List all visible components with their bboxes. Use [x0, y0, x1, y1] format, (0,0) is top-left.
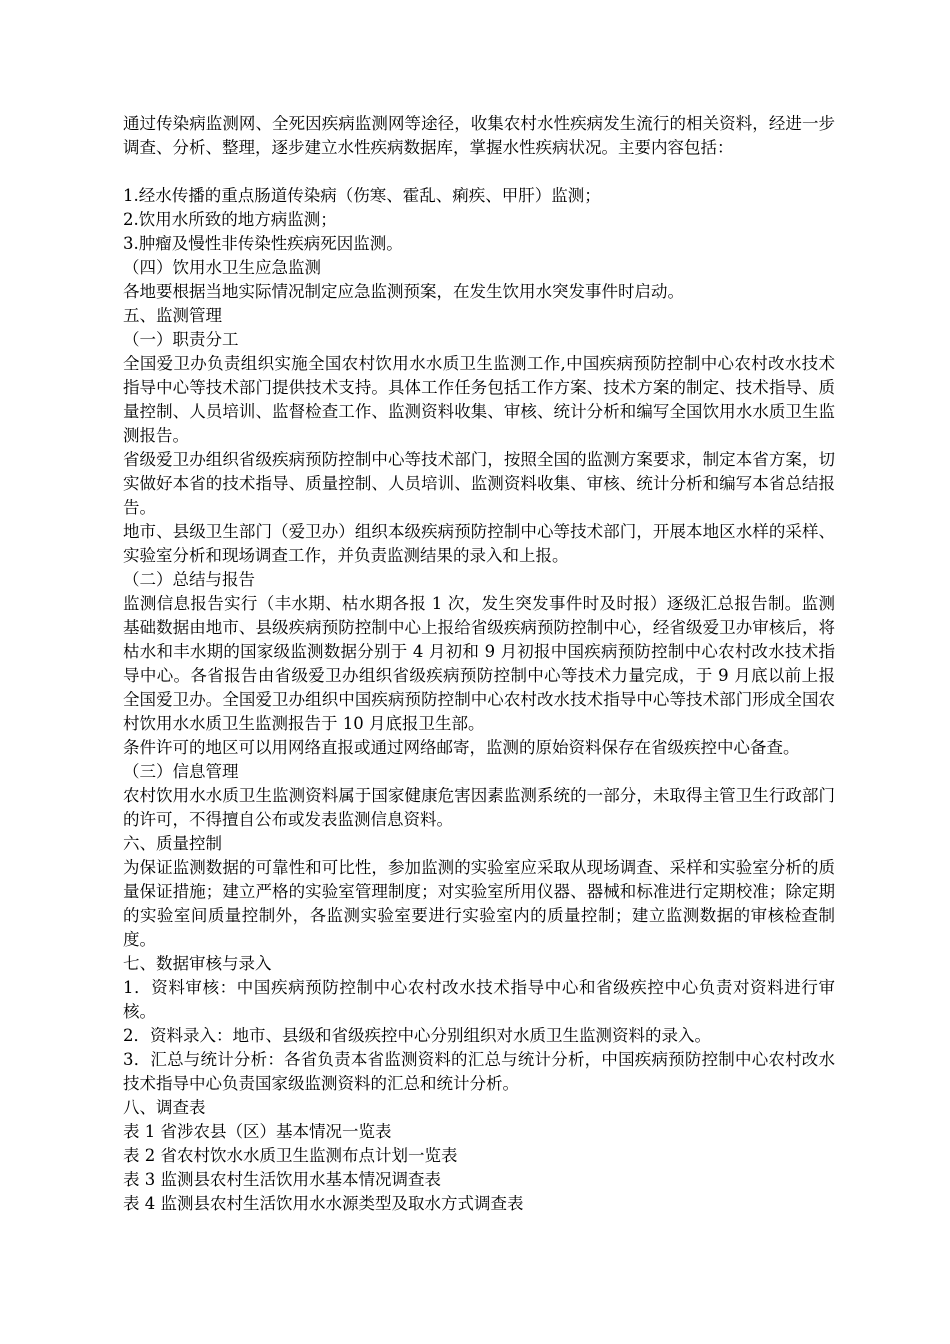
paragraph-national-office: 全国爱卫办负责组织实施全国农村饮用水水质卫生监测工作,中国疾病预防控制中心农村改水技术指导中心等技术部门提供技术支持。具体工作任务包括工作方案、技术方案的制定、技术指导、质量控制、人员培训、监督检查工作、监测资料收集、审核、统计分析和编写全国饮用水水质卫生监测报告。: [123, 354, 835, 445]
paragraph-quality-control: 为保证监测数据的可靠性和可比性，参加监测的实验室应采取从现场调查、采样和实验室分析的质量保证措施；建立严格的实验室管理制度；对实验室所用仪器、器械和标准进行定期校准；除定期的实验室间质量控制外，各监测实验室要进行实验室内的质量控制；建立监测数据的审核检查制度。: [123, 858, 835, 949]
subheading-information-management: （三）信息管理: [123, 762, 239, 781]
subheading-emergency-monitoring: （四）饮用水卫生应急监测: [123, 258, 321, 277]
paragraph-network-report: 条件许可的地区可以用网络直报或通过网络邮寄，监测的原始资料保存在省级疾控中心备查。: [123, 738, 800, 757]
paragraph-data-review-3: 3．汇总与统计分析：各省负责本省监测资料的汇总与统计分析，中国疾病预防控制中心农村改水技术指导中心负责国家级监测资料的汇总和统计分析。: [123, 1050, 835, 1093]
list-item-3: 3.肿瘤及慢性非传染性疾病死因监测。: [123, 234, 403, 253]
paragraph-report-system: 监测信息报告实行（丰水期、枯水期各报 1 次，发生突发事件时及时报）逐级汇总报告制。监测基础数据由地市、县级疾病预防控制中心上报给省级疾病预防控制中心，经省级爱卫办审核后，将枯水和丰水期的国家级监测数据分别于 4 月初和 9 月初报中国疾病预防控制中心农村改水技术指导中心。各省报告由省级爱卫办组织省级疾病预防控制中心等技术力量完成，于 9 月底以前上报全国爱卫办。全国爱卫办组织中国疾病预防控制中心农村改水技术指导中心等技术部门形成全国农村饮用水水质卫生监测报告于 10 月底报卫生部。: [123, 594, 835, 733]
list-item-2: 2.饮用水所致的地方病监测；: [123, 210, 337, 229]
paragraph-data-review-2: 2．资料录入：地市、县级和省级疾控中心分别组织对水质卫生监测资料的录入。: [123, 1026, 711, 1045]
heading-quality-control: 六、质量控制: [123, 834, 222, 853]
survey-table-4: 表 4 监测县农村生活饮用水水源类型及取水方式调查表: [123, 1194, 524, 1213]
heading-monitoring-management: 五、监测管理: [123, 306, 222, 325]
subheading-responsibilities: （一）职责分工: [123, 330, 239, 349]
survey-table-1: 表 1 省涉农县（区）基本情况一览表: [123, 1122, 392, 1141]
subheading-summary-report: （二）总结与报告: [123, 570, 255, 589]
heading-survey-tables: 八、调查表: [123, 1098, 206, 1117]
survey-table-3: 表 3 监测县农村生活饮用水基本情况调查表: [123, 1170, 441, 1189]
paragraph-provincial-office: 省级爱卫办组织省级疾病预防控制中心等技术部门，按照全国的监测方案要求，制定本省方案，切实做好本省的技术指导、质量控制、人员培训、监测资料收集、审核、统计分析和编写本省总结报告。: [123, 450, 835, 517]
document-body: [123, 112, 835, 1216]
paragraph-emergency-plan: 各地要根据当地实际情况制定应急监测预案，在发生饮用水突发事件时启动。: [123, 282, 684, 301]
paragraph-data-review-1: 1．资料审核：中国疾病预防控制中心农村改水技术指导中心和省级疾控中心负责对资料进行审核。: [123, 978, 835, 1021]
paragraph-local-office: 地市、县级卫生部门（爱卫办）组织本级疾病预防控制中心等技术部门，开展本地区水样的采样、实验室分析和现场调查工作，并负责监测结果的录入和上报。: [123, 522, 835, 565]
paragraph-information-policy: 农村饮用水水质卫生监测资料属于国家健康危害因素监测系统的一部分，未取得主管卫生行政部门的许可，不得擅自公布或发表监测信息资料。: [123, 786, 835, 829]
intro-paragraph: 通过传染病监测网、全死因疾病监测网等途径，收集农村水性疾病发生流行的相关资料，经进一步调查、分析、整理，逐步建立水性疾病数据库，掌握水性疾病状况。主要内容包括：: [123, 114, 835, 157]
blank-line: [123, 160, 835, 184]
heading-data-review: 七、数据审核与录入: [123, 954, 272, 973]
list-item-1: 1.经水传播的重点肠道传染病（伤寒、霍乱、痢疾、甲肝）监测；: [123, 186, 601, 205]
survey-table-2: 表 2 省农村饮水水质卫生监测布点计划一览表: [123, 1146, 458, 1165]
